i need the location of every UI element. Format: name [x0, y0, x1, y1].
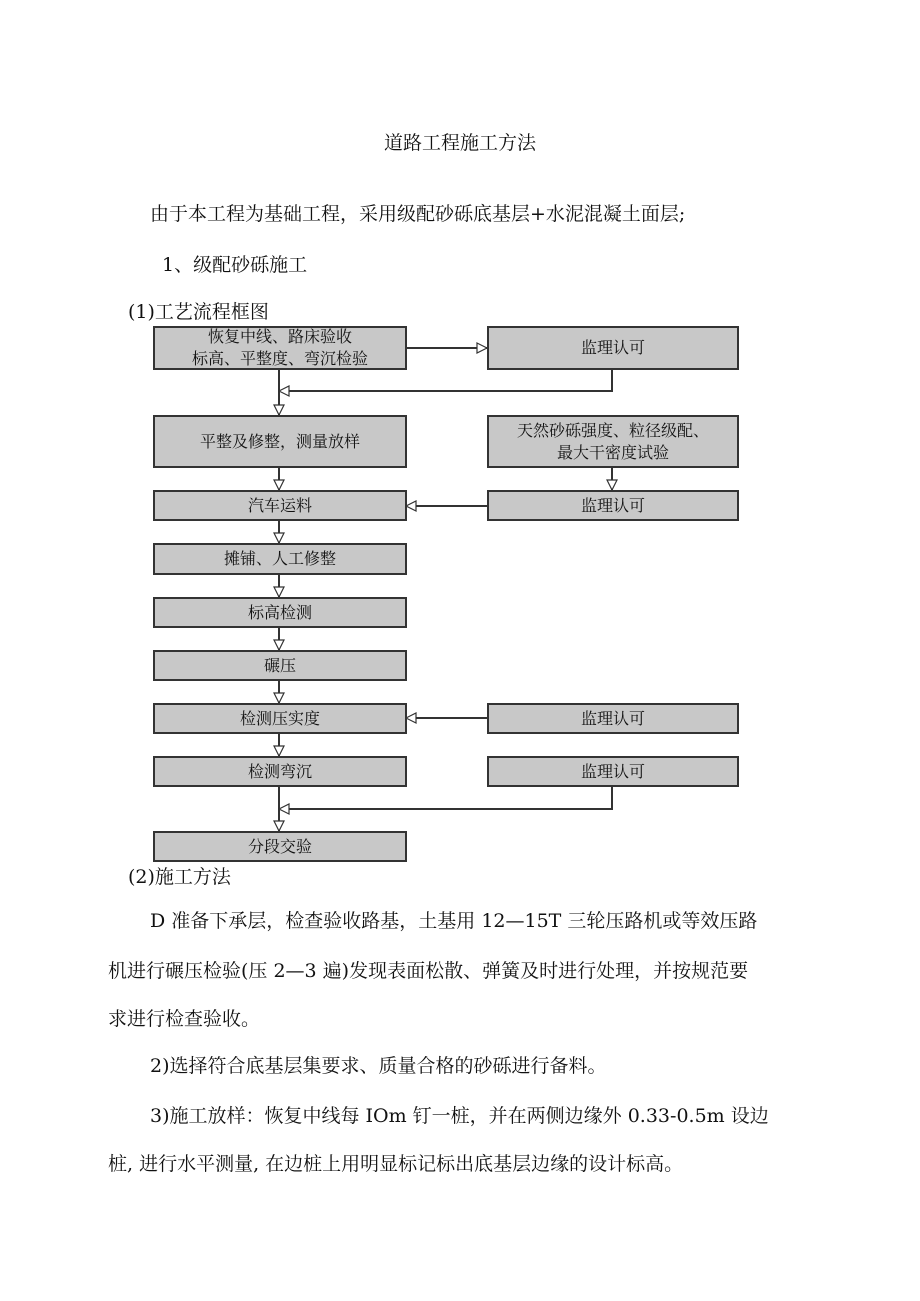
- flow-step-elevation-check: [153, 597, 407, 628]
- flow-approval-1: [487, 326, 739, 370]
- paragraph-2: 2)选择符合底基层集要求、质量合格的砂砾进行备料。: [150, 1055, 607, 1077]
- subsection-flowchart-heading: (1)工艺流程框图: [128, 301, 269, 323]
- flow-step-rolling: [153, 650, 407, 681]
- connector-approve1-feedback: [279, 370, 612, 391]
- flow-step-section-handover: [153, 831, 407, 862]
- flow-step-line: 天然砂砾强度、粒径级配、: [516, 420, 709, 440]
- flow-step-label: 检测弯沉: [247, 761, 312, 781]
- flow-approval-label: 监理认可: [580, 495, 645, 515]
- flow-approval-label: 监理认可: [580, 338, 645, 357]
- flow-step-compaction-check: [153, 703, 407, 734]
- flow-step-label: 平整及修整，测量放样: [199, 431, 360, 451]
- flow-approval-2: [487, 490, 739, 521]
- flow-step-label: 汽车运料: [247, 495, 312, 515]
- paragraph-1-line-2: 机进行碾压检验(压 2—3 遍)发现表面松散、弹簧及时进行处理，并按规范要: [108, 960, 749, 982]
- flow-step-spreading: [153, 543, 407, 575]
- flow-step-label: 碾压: [263, 655, 296, 675]
- flow-step-label: 检测压实度: [239, 708, 320, 728]
- paragraph-1-line-1: D 准备下承层，检查验收路基，土基用 12—15T 三轮压路机或等效压路: [150, 910, 758, 932]
- flow-step-deflection-check: [153, 756, 407, 787]
- section-heading: 1、级配砂砾施工: [162, 254, 308, 276]
- flow-material-test: [487, 415, 739, 468]
- flow-step-leveling: [153, 415, 407, 468]
- flow-approval-label: 监理认可: [580, 708, 645, 728]
- paragraph-3-line-2: 桩, 进行水平测量, 在边桩上用明显标记标出底基层边缘的设计标高。: [108, 1153, 684, 1175]
- flow-approval-4: [487, 756, 739, 787]
- flow-approval-label: 监理认可: [580, 761, 645, 781]
- paragraph-3-line-1: 3)施工放样：恢复中线每 IOm 钉一桩，并在两侧边缘外 0.33-0.5m 设边: [150, 1105, 769, 1127]
- flow-step-label: 分段交验: [247, 836, 312, 856]
- flow-step-label: 标高检测: [247, 602, 312, 622]
- intro-paragraph: 由于本工程为基础工程，采用级配砂砾底基层+水泥混凝土面层;: [150, 203, 686, 225]
- paragraph-1-line-3: 求进行检查验收。: [108, 1008, 261, 1030]
- page-title: 道路工程施工方法: [383, 132, 536, 154]
- flow-step-truck-transport: [153, 490, 407, 521]
- flow-approval-3: [487, 703, 739, 734]
- flow-step-restore-centerline: [153, 326, 407, 370]
- connector-approve4-feedback: [279, 787, 612, 809]
- subsection-method-heading: (2)施工方法: [128, 866, 231, 888]
- flow-step-line: 恢复中线、路床验收: [207, 327, 352, 346]
- flow-step-line: 最大干密度试验: [556, 442, 669, 462]
- flow-step-label: 摊铺、人工修整: [223, 549, 336, 568]
- flow-step-line: 标高、平整度、弯沉检验: [191, 349, 368, 368]
